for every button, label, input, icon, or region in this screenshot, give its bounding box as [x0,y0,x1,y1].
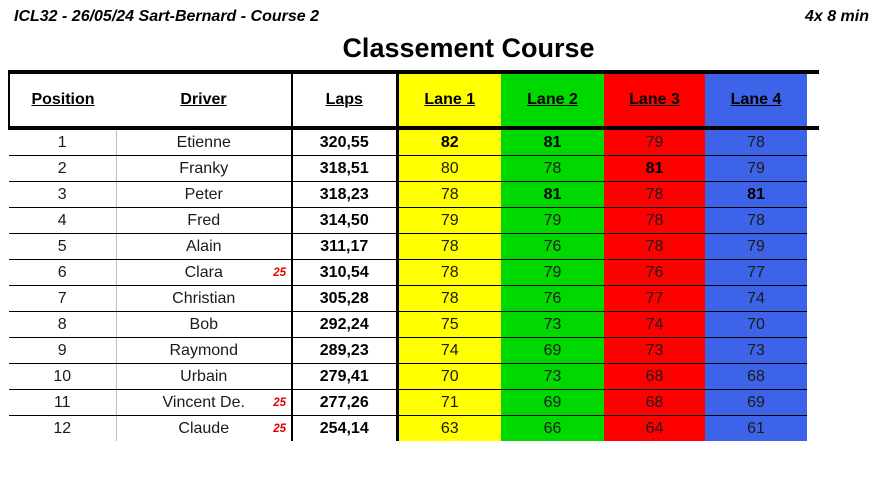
table-row [9,416,819,442]
lane-1-cell: 82 [397,128,501,156]
lane-4-cell: 81 [705,182,807,208]
driver-name: Franky [179,159,229,177]
lane-4-cell: 68 [705,364,807,390]
lane-2-cell: 79 [501,260,604,286]
lane-1-cell: 78 [397,182,501,208]
driver-cell [116,286,292,312]
lane-2-cell: 73 [501,364,604,390]
lane-3-cell: 68 [604,390,705,416]
lane-4-cell: 73 [705,338,807,364]
laps-cell: 292,24 [292,312,397,338]
lane-2-cell: 81 [501,128,604,156]
top-bar [0,0,893,26]
driver-name: Peter [184,185,223,203]
lane-3-cell: 78 [604,234,705,260]
lane-1-cell: 78 [397,286,501,312]
driver-note-badge: 25 [273,422,286,435]
race-format: 4x 8 min [804,8,869,25]
driver-cell [116,234,292,260]
laps-cell: 318,23 [292,182,397,208]
lane-3-cell: 64 [604,416,705,442]
table-row [9,128,819,156]
position-cell: 3 [9,182,116,208]
spacer-cell [807,156,819,182]
lane-1-cell: 70 [397,364,501,390]
lane-1-cell: 75 [397,312,501,338]
position-cell: 1 [9,128,116,156]
laps-cell: 305,28 [292,286,397,312]
position-cell: 2 [9,156,116,182]
lane-1-cell: 78 [397,260,501,286]
header-row [9,72,819,128]
laps-cell: 277,26 [292,390,397,416]
lane-2-cell: 69 [501,338,604,364]
table-row [9,364,819,390]
position-cell: 12 [9,416,116,442]
lane-3-cell: 81 [604,156,705,182]
position-cell: 9 [9,338,116,364]
lane-4-cell: 78 [705,128,807,156]
lane-4-cell: 69 [705,390,807,416]
driver-note-badge: 25 [273,396,286,409]
lane-4-cell: 79 [705,156,807,182]
table-row [9,260,819,286]
lane-1-cell: 71 [397,390,501,416]
header-lane-3: Lane 3 [604,72,705,128]
lane-2-cell: 79 [501,208,604,234]
lane-3-cell: 68 [604,364,705,390]
lane-4-cell: 61 [705,416,807,442]
driver-name: Urbain [180,367,228,385]
laps-cell: 314,50 [292,208,397,234]
table-row [9,234,819,260]
driver-cell [116,128,292,156]
lane-3-cell: 78 [604,208,705,234]
table-row [9,156,819,182]
driver-cell [116,390,292,416]
lane-2-cell: 66 [501,416,604,442]
driver-name: Bob [189,315,218,333]
laps-cell: 289,23 [292,338,397,364]
lane-1-cell: 63 [397,416,501,442]
position-cell: 10 [9,364,116,390]
header-lane-2: Lane 2 [501,72,604,128]
laps-cell: 254,14 [292,416,397,442]
table-row [9,390,819,416]
driver-name: Fred [187,211,221,229]
spacer-cell [807,128,819,156]
lane-1-cell: 79 [397,208,501,234]
driver-cell [116,416,292,442]
lane-4-cell: 74 [705,286,807,312]
table-row [9,338,819,364]
position-cell: 4 [9,208,116,234]
lane-4-cell: 77 [705,260,807,286]
spacer-cell [807,208,819,234]
results-body [9,128,819,441]
lane-3-cell: 78 [604,182,705,208]
header-laps: Laps [292,72,397,128]
position-cell: 6 [9,260,116,286]
spacer-cell [807,182,819,208]
driver-cell [116,260,292,286]
laps-cell: 320,55 [292,128,397,156]
driver-cell [116,182,292,208]
laps-cell: 310,54 [292,260,397,286]
spacer-cell [807,390,819,416]
header-lane-1: Lane 1 [397,72,501,128]
lane-4-cell: 78 [705,208,807,234]
table-row [9,208,819,234]
lane-1-cell: 80 [397,156,501,182]
header-spacer [807,72,819,128]
driver-note-badge: 25 [273,266,286,279]
spacer-cell [807,338,819,364]
position-cell: 7 [9,286,116,312]
lane-1-cell: 74 [397,338,501,364]
header-lane-4: Lane 4 [705,72,807,128]
lane-3-cell: 77 [604,286,705,312]
laps-cell: 279,41 [292,364,397,390]
table-row [9,312,819,338]
spacer-cell [807,234,819,260]
lane-3-cell: 79 [604,128,705,156]
driver-cell [116,312,292,338]
table-header [9,72,819,128]
laps-cell: 318,51 [292,156,397,182]
lane-4-cell: 79 [705,234,807,260]
driver-name: Claude [178,419,230,437]
driver-name: Alain [185,237,222,255]
page-title: Classement Course [342,33,595,63]
table-row [9,286,819,312]
spacer-cell [807,416,819,442]
classification-table [8,70,819,441]
lane-3-cell: 73 [604,338,705,364]
spacer-cell [807,312,819,338]
lane-2-cell: 81 [501,182,604,208]
position-cell: 11 [9,390,116,416]
header-position: Position [9,72,116,128]
driver-name: Clara [184,263,223,281]
driver-cell [116,156,292,182]
lane-2-cell: 76 [501,234,604,260]
lane-2-cell: 73 [501,312,604,338]
lane-2-cell: 69 [501,390,604,416]
position-cell: 8 [9,312,116,338]
spacer-cell [807,260,819,286]
driver-name: Raymond [169,341,238,359]
lane-3-cell: 74 [604,312,705,338]
event-info: ICL32 - 26/05/24 Sart-Bernard - Course 2 [14,8,320,25]
lane-1-cell: 78 [397,234,501,260]
laps-cell: 311,17 [292,234,397,260]
driver-cell [116,208,292,234]
spacer-cell [807,286,819,312]
driver-name: Etienne [176,133,231,151]
lane-2-cell: 76 [501,286,604,312]
driver-cell [116,338,292,364]
driver-name: Christian [172,289,236,307]
lane-4-cell: 70 [705,312,807,338]
driver-name: Vincent De. [162,393,245,411]
header-driver: Driver [116,72,292,128]
spacer-cell [807,364,819,390]
driver-cell [116,364,292,390]
lane-3-cell: 76 [604,260,705,286]
position-cell: 5 [9,234,116,260]
lane-2-cell: 78 [501,156,604,182]
table-row [9,182,819,208]
